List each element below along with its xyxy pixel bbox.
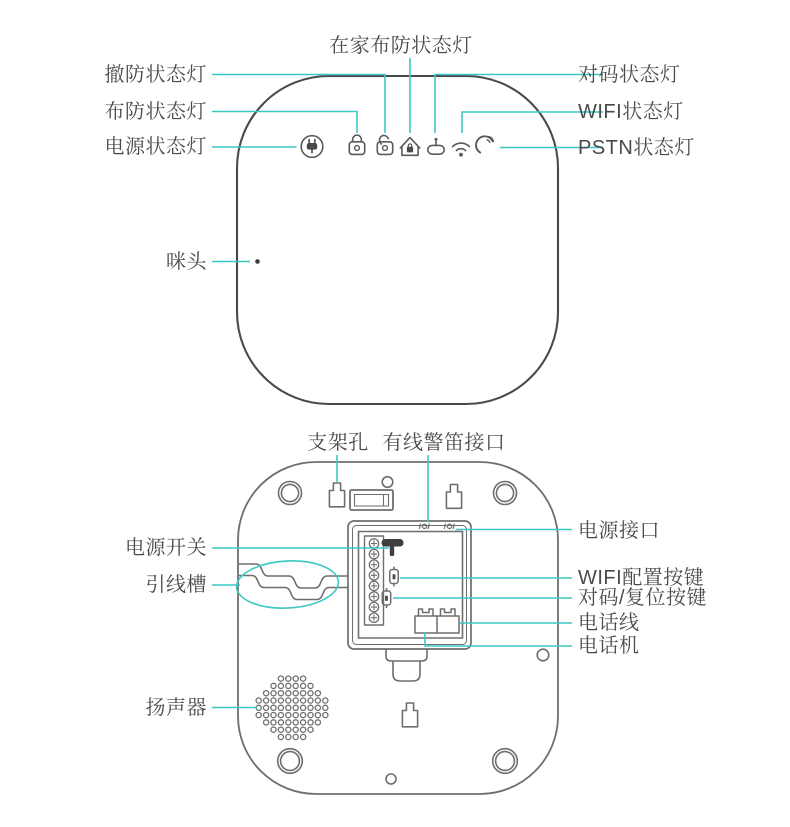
front-device — [237, 76, 558, 404]
lock-closed-icon — [349, 135, 364, 154]
front-device-outline — [237, 76, 558, 404]
screw-hole-top — [382, 477, 393, 488]
label-power-switch: 电源开关 — [125, 537, 207, 559]
speaker-holes — [256, 676, 328, 740]
label-microphone: 咪头 — [166, 251, 207, 273]
compartment — [348, 521, 471, 649]
label-pstn-status-light: PSTN状态灯 — [578, 137, 695, 159]
leader-arm — [212, 112, 357, 134]
wifi-icon — [453, 143, 470, 157]
terminal-strip — [365, 536, 384, 625]
screw-hole-right — [537, 649, 549, 661]
label-power-port: 电源接口 — [578, 520, 660, 542]
wire-slot-highlight — [235, 558, 339, 610]
wifi-config-button — [390, 567, 398, 587]
house-lock-icon — [400, 138, 419, 156]
label-telephone-port: 电话机 — [578, 635, 640, 657]
leader-telephone — [425, 632, 572, 646]
screw-hole-bottom — [386, 774, 396, 784]
status-icon-row — [301, 134, 493, 157]
foot-bottom-right — [493, 749, 518, 774]
label-arm-status-light: 布防状态灯 — [104, 101, 207, 123]
label-power-status-light: 电源状态灯 — [104, 136, 207, 158]
power-plug-icon — [301, 136, 323, 158]
leader-disarm — [212, 75, 385, 134]
back-device-outline — [238, 462, 558, 794]
lock-open-icon — [377, 134, 392, 155]
foot-top-left — [279, 482, 302, 505]
bracket-keyhole-top-right — [446, 485, 461, 509]
label-wired-siren-port: 有线警笛接口 — [382, 432, 506, 454]
foot-top-right — [494, 482, 517, 505]
label-phone-line-port: 电话线 — [578, 612, 640, 634]
battery-cover-tab — [386, 649, 427, 681]
label-home-arm-status-light: 在家布防状态灯 — [329, 35, 473, 57]
leader-lines-front — [212, 58, 603, 262]
foot-bottom-left — [278, 749, 303, 774]
back-device — [238, 462, 558, 794]
label-bracket-hole: 支架孔 — [307, 432, 369, 454]
bracket-keyhole-top-left — [329, 483, 344, 507]
label-pair-reset-button: 对码/复位按键 — [578, 587, 708, 609]
host-pair-icon — [428, 138, 444, 154]
mount-slot — [350, 490, 393, 510]
leader-lines-back — [212, 455, 572, 708]
power-jack-mark — [444, 524, 454, 530]
label-wifi-status-light: WIFI状态灯 — [578, 101, 684, 123]
label-disarm-status-light: 撤防状态灯 — [104, 64, 207, 86]
label-wifi-config-button: WIFI配置按键 — [578, 567, 705, 589]
rj11-sockets — [415, 609, 459, 633]
bracket-keyhole-bottom — [402, 703, 417, 727]
phone-handset-icon — [476, 136, 493, 152]
label-wire-slot: 引线槽 — [145, 574, 207, 596]
label-pair-status-light: 对码状态灯 — [578, 64, 681, 86]
siren-jack-mark — [419, 524, 429, 530]
microphone-hole — [255, 259, 260, 264]
label-speaker: 扬声器 — [145, 697, 207, 719]
